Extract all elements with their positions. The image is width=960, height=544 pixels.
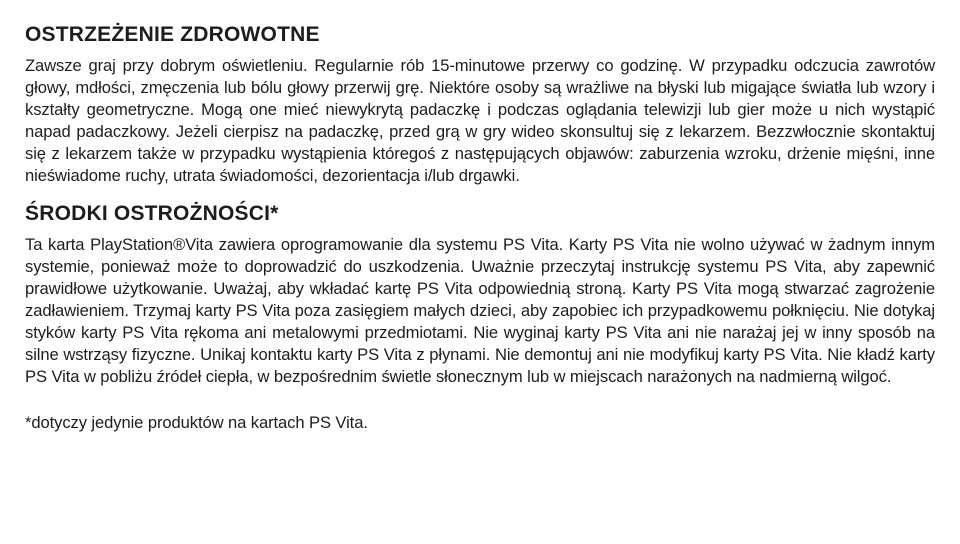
health-warning-body: Zawsze graj przy dobrym oświetleniu. Regularnie rób 15-minutowe przerwy co godzinę. W przypadku odczucia zawrotów głowy, mdłości, zmęczenia lub bólu głowy przerwij grę. Niektóre osoby są wrażliwe na błyski lub migające światła lub wzory i kształty geometryczne. Mogą one mieć niewykrytą padaczkę i podczas oglądania telewizji lub gier może u nich wystąpić napad padaczkowy. Jeżeli cierpisz na padaczkę, przed grą w gry wideo skonsultuj się z lekarzem. Bezzwłocznie skontaktuj się z lekarzem także w przypadku wystąpienia któregoś z następujących objawów: zaburzenia wzroku, drżenie mięśni, inne nieświadome ruchy, utrata świadomości, dezorientacja i/lub drgawki. — [25, 56, 935, 185]
health-warning-heading: OSTRZEŻENIE ZDROWOTNE — [25, 23, 320, 46]
precautions-heading: ŚRODKI OSTROŻNOŚCI* — [25, 202, 279, 225]
section-health-warning — [25, 23, 935, 187]
section-precautions — [25, 202, 935, 388]
precautions-body: Ta karta PlayStation®Vita zawiera oprogramowanie dla systemu PS Vita. Karty PS Vita nie wolno używać w żadnym innym systemie, ponieważ może to doprowadzić do uszkodzenia. Uważnie przeczytaj instrukcję systemu PS Vita, aby zapewnić prawidłowe użytkowanie. Uważaj, aby wkładać kartę PS Vita odpowiednią stroną. Karty PS Vita mogą stwarzać zagrożenie zadławieniem. Trzymaj karty PS Vita poza zasięgiem małych dzieci, aby zapobiec ich przypadkowemu połknięciu. Nie dotykaj styków karty PS Vita rękoma ani metalowymi przedmiotami. Nie wyginaj karty PS Vita ani nie narażaj jej w inny sposób na silne wstrząsy fizyczne. Unikaj kontaktu karty PS Vita z płynami. Nie demontuj ani nie modyfikuj karty PS Vita. Nie kładź karty PS Vita w pobliżu źródeł ciepła, w bezpośrednim świetle słonecznym lub w miejscach narażonych na nadmierną wilgoć. — [25, 235, 935, 386]
footnote: *dotyczy jedynie produktów na kartach PS Vita. — [25, 413, 368, 432]
